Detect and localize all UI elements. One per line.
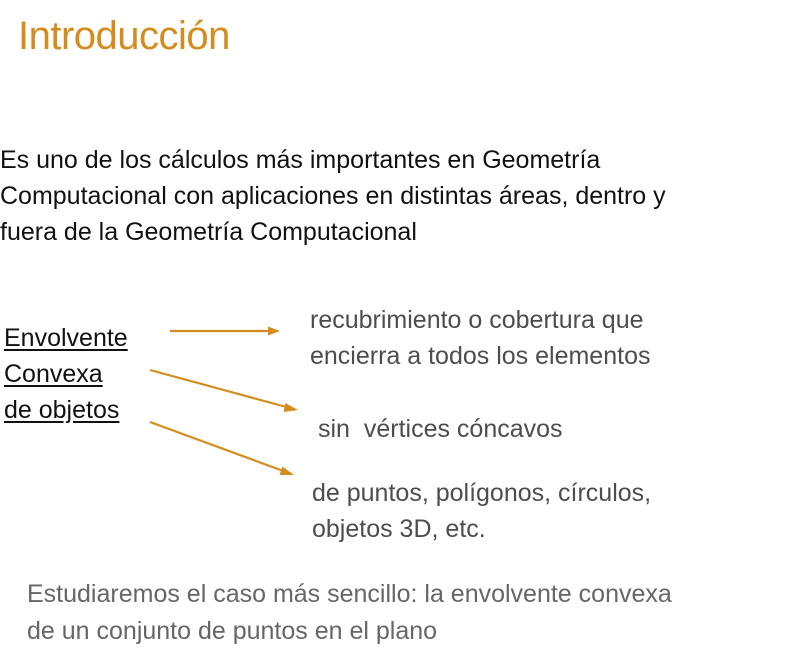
- definition-line: objetos 3D, etc.: [312, 515, 486, 543]
- arrowhead-icon: [284, 403, 299, 412]
- slide-title: Introducción: [18, 14, 230, 58]
- arrow-to-definition-2: [150, 370, 290, 408]
- arrow-to-definition-3: [150, 422, 286, 472]
- arrowhead-icon: [268, 327, 280, 336]
- definition-object-types: [312, 475, 651, 547]
- intro-line: fuera de la Geometría Computacional: [0, 218, 417, 246]
- term-line: de objetos: [4, 396, 120, 424]
- definition-coverage: [310, 302, 650, 374]
- definition-line: encierra a todos los elementos: [310, 342, 651, 370]
- arrowhead-icon: [280, 467, 295, 476]
- definition-line: sin vértices cóncavos: [318, 415, 563, 443]
- term-line: Convexa: [4, 360, 103, 388]
- definition-line: de puntos, polígonos, círculos,: [312, 479, 652, 507]
- closing-line: Estudiaremos el caso más sencillo: la envolvente convexa: [27, 580, 672, 608]
- intro-line: Computacional con aplicaciones en distintas áreas, dentro y: [0, 182, 666, 210]
- closing-line: de un conjunto de puntos en el plano: [27, 617, 438, 645]
- intro-line: Es uno de los cálculos más importantes en Geometría: [0, 146, 601, 174]
- definition-line: recubrimiento o cobertura que: [310, 306, 644, 334]
- definition-no-concave-vertices: [318, 411, 563, 447]
- term-line: Envolvente: [4, 324, 128, 352]
- closing-paragraph: [27, 576, 672, 650]
